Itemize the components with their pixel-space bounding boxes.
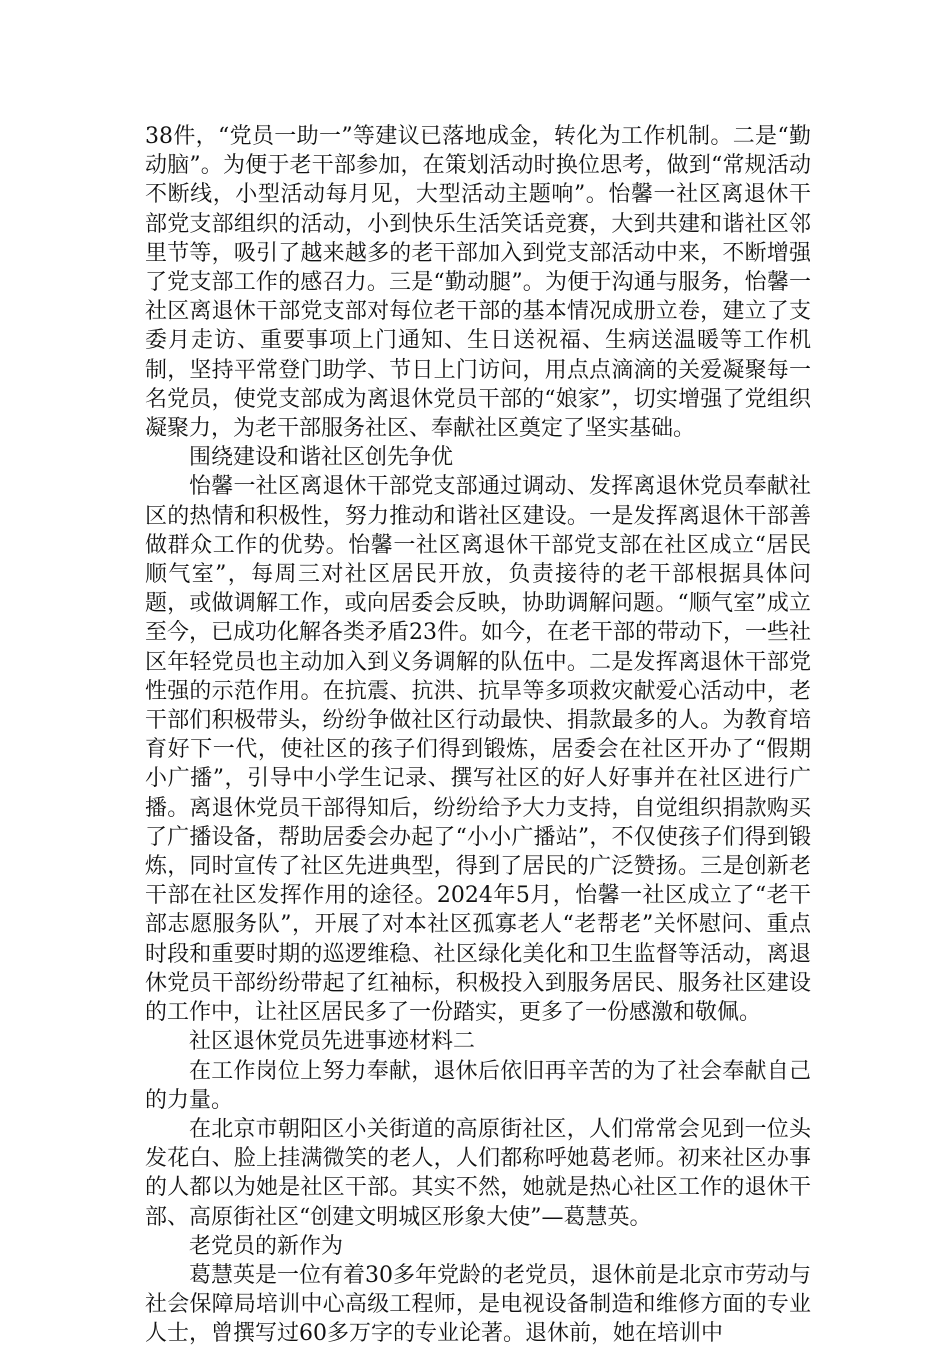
paragraph-harmony-body: 怡馨一社区离退休干部党支部通过调动、发挥离退休党员奉献社区的热情和积极性，努力推动和谐社区建设。一是发挥离退休干部善做群众工作的优势。怡馨一社区离退休干部党支部在社区成立“居民顺气室”，每周三对社区居民开放，负责接待的老干部根据具体问题，或做调解工作，或向居委会反映，协助调解问题。“顺气室”成立至今，已成功化解各类矛盾23件。如今，在老干部的带动下，一些社区年轻党员也主动加入到义务调解的队伍中。二是发挥离退休干部党性强的示范作用。在抗震、抗洪、抗旱等多项救灾献爱心活动中，老干部们积极带头，纷纷争做社区行动最快、捐款最多的人。为教育培育好下一代，使社区的孩子们得到锻炼，居委会在社区开办了“假期小广播”，引导中小学生记录、撰写社区的好人好事并在社区进行广播。离退休党员干部得知后，纷纷给予大力支持，自觉组织捐款购买了广播设备，帮助居委会办起了“小小广播站”，不仅使孩子们得到锻炼，同时宣传了社区先进典型，得到了居民的广泛赞扬。三是创新老干部在社区发挥作用的途径。2024年5月，怡馨一社区成立了“老干部志愿服务队”，开展了对本社区孤寡老人“老帮老”关怀慰问、重点时段和重要时期的巡逻维稳、社区绿化美化和卫生监督等活动，离退休党员干部纷纷带起了红袖标，积极投入到服务居民、服务社区建设的工作中，让社区居民多了一份踏实，更多了一份感激和敬佩。 xyxy=(145,474,811,1026)
section-heading-new-role: 老党员的新作为 xyxy=(189,1233,344,1259)
paragraph-intro-continuation: 38件，“党员一助一”等建议已落地成金，转化为工作机制。二是“勤动脑”。为便于老干部参加，在策划活动时换位思考，做到“常规活动不断线，小型活动每月见，大型活动主题响”。怡馨一社区离退休干部党支部组织的活动，小到快乐生活笑话竞赛，大到共建和谐社区邻里节等，吸引了越来越多的老干部加入到党支部活动中来，不断增强了党支部工作的感召力。三是“勤动腿”。为便于沟通与服务，怡馨一社区离退休干部党支部对每位老干部的基本情况成册立卷，建立了支委月走访、重要事项上门通知、生日送祝福、生病送温暖等工作机制，坚持平常登门助学、节日上门访问，用点点滴滴的关爱凝聚每一名党员，使党支部成为离退休党员干部的“娘家”，切实增强了党组织凝聚力，为老干部服务社区、奉献社区奠定了坚实基础。 xyxy=(145,124,811,442)
paragraph-ge-intro: 在北京市朝阳区小关街道的高原街社区，人们常常会见到一位头发花白、脸上挂满微笑的老人，人们都称呼她葛老师。初来社区办事的人都以为她是社区干部。其实不然，她就是热心社区工作的退休干部、高原街社区“创建文明城区形象大使”—葛慧英。 xyxy=(145,1116,811,1230)
paragraph-ge-background: 葛慧英是一位有着30多年党龄的老党员，退休前是北京市劳动与社会保障局培训中心高级工程师，是电视设备制造和维修方面的专业人士，曾撰写过60多万字的专业论著。退休前，她在培训中 xyxy=(145,1262,811,1347)
section-heading-harmony: 围绕建设和谐社区创先争优 xyxy=(189,445,454,471)
document-page xyxy=(145,122,811,1349)
section-title-material-two: 社区退休党员先进事迹材料二 xyxy=(189,1029,476,1055)
paragraph-dedication: 在工作岗位上努力奉献，退休后依旧再辛苦的为了社会奉献自己的力量。 xyxy=(145,1058,811,1113)
